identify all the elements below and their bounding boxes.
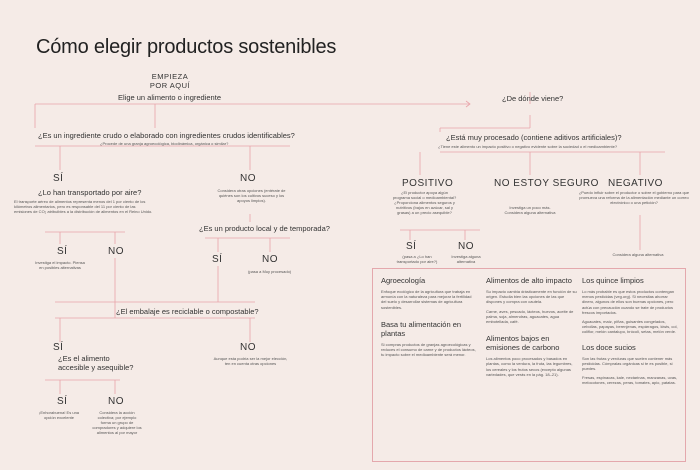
agroecology-text: Enfoque ecológico de la agricultura que trabaja en armonía con la naturaleza para mejorar la fertilidad del suelo y desarrollar sistemas de agricultura sostenibles. bbox=[381, 289, 472, 310]
panel-col-1 bbox=[381, 276, 477, 357]
not-sure-label: NO ESTOY SEGURO bbox=[494, 178, 599, 189]
high-impact-heading: Alimentos de alto impacto bbox=[486, 276, 572, 285]
packaging-yes-label: SÍ bbox=[53, 342, 64, 353]
access-no-info: Considera la acción colectiva; por ejemplo forma un grupo de compradores y adquiere los alimentos al por mayor bbox=[92, 410, 142, 435]
high-impact-list: Carne, aves, pescado, lácteos, huevos, aceite de palma, soja, almendras, aguacates, agua embotellada, café. bbox=[486, 308, 574, 325]
access-question: ¿Es el alimento accesible y asequible? bbox=[58, 354, 134, 372]
clean-fifteen-text: Lo más probable es que estos productos contengan menos pesticidas (veg.org). Si necesitas ahorrar dinero, algunos de ellos son buenas opciones, pero actúa con precaución cuando se trate de productos frescos importados. bbox=[582, 289, 675, 315]
raw-no-info: Considera otras opciones (entérate de quiénes son los cultivos suceso y los apoyos limpios). bbox=[217, 188, 286, 203]
raw-question: ¿Es un ingrediente crudo o elaborado con ingredientes crudos identificables? bbox=[38, 131, 295, 140]
clean-fifteen-list: Aguacates, maíz, piñas, guisantes congelados, cebollas, papayas, berenjenas, espárragos, kiwis, col, coliflor, melón cantalupo, brócoli, setas, melón verde. bbox=[582, 319, 678, 335]
not-sure-info: Investiga un poco más. Considera alguna alternativa bbox=[504, 205, 556, 215]
dirty-dozen-list: Fresas, espinacas, kale, nectarinas, manzanas, uvas, melocotones, cerezas, peras, tomates, apio, patatas. bbox=[582, 375, 678, 386]
processed-question-sub: ¿Tiene este alimento un impacto positivo o negativo evidente sobre la sociedad o el medioambiente? bbox=[438, 144, 618, 149]
plants-text: Si compras productos de granjas agroecológicas y reduces el consumo de carne y de productos lácteos, tu impacto sobre el medioambiente será menor. bbox=[381, 341, 476, 358]
packaging-no-label: NO bbox=[240, 342, 256, 353]
low-carbon-heading: Alimentos bajos en emisiones de carbono bbox=[486, 334, 560, 353]
page-title: Cómo elegir productos sostenibles bbox=[36, 36, 337, 58]
clean-fifteen-heading: Los quince limpios bbox=[582, 276, 644, 285]
negative-label: NEGATIVO bbox=[608, 178, 663, 189]
positive-label: POSITIVO bbox=[402, 178, 454, 189]
packaging-question: ¿El embalaje es reciclable o compostable? bbox=[116, 307, 259, 316]
low-carbon-text: Los alimentos poco procesados y basados en plantas, como la verdura, la fruta, las legumbres, los cereales y los frutos secos (excepto algunas variedades, que verás en la pág. 18–21). bbox=[486, 356, 573, 377]
air-yes-info: Investiga el impacto. Piensa en posibles alternativas bbox=[35, 260, 85, 270]
raw-question-sub: ¿Procede de una granja agroecológica, biodinámica, orgánica o similar? bbox=[100, 141, 229, 146]
local-yes-label: SÍ bbox=[212, 254, 223, 265]
dirty-dozen-heading: Los doce sucios bbox=[582, 342, 636, 352]
processed-question: ¿Está muy procesado (contiene aditivos artificiales)? bbox=[446, 133, 622, 142]
local-question: ¿Es un producto local y de temporada? bbox=[199, 224, 330, 233]
packaging-no-info: Aunque esta podría ser la mejor elección, ten en cuenta otras opciones bbox=[213, 356, 288, 366]
air-no-label: NO bbox=[108, 246, 124, 257]
access-yes-info: ¡Enhorabuena! Es una opción excelente bbox=[38, 410, 80, 420]
dirty-dozen-text: Son las frutas y verduras que suelen contener más pesticidas. Cómpralas orgánicas si te es posible, si puedes. bbox=[582, 355, 673, 372]
raw-yes-label: SÍ bbox=[53, 173, 64, 184]
positive-yes-info: (pasa a ¿Lo han transportado por aire?) bbox=[396, 254, 438, 264]
plants-heading: Basa tu alimentación en plantas bbox=[381, 319, 462, 338]
start-label: EMPIEZA POR AQUÍ bbox=[149, 72, 191, 90]
local-no-label: NO bbox=[262, 254, 278, 265]
positive-no-info: Investiga alguna alternativa bbox=[451, 254, 481, 264]
positive-no-label: NO bbox=[458, 241, 474, 252]
air-question: ¿Lo han transportado por aire? bbox=[38, 188, 142, 197]
positive-info: ¿El productor apoya algún programa social o medioambiental? ¿Proporciona alimentos seguros y nutritivos (bajos en azúcar, sal y grasas) a un precio asequible? bbox=[392, 190, 457, 215]
positive-yes-label: SÍ bbox=[406, 241, 417, 252]
start-subtitle: Elige un alimento o ingrediente bbox=[118, 93, 221, 102]
panel-col-3 bbox=[582, 276, 680, 386]
access-yes-label: SÍ bbox=[57, 396, 68, 407]
agroecology-heading: Agroecología bbox=[381, 276, 426, 285]
air-info: El transporte aéreo de alimentos representa menos del 1 por ciento de los kilómetros alimentarios, pero es responsable del 11 por ciento de las emisiones de CO₂ atribuibles a la distribución de alimentos en el Reino Unido. bbox=[14, 199, 153, 214]
origin-question: ¿De dónde viene? bbox=[502, 94, 564, 103]
negative-after: Considera alguna alternativa bbox=[612, 252, 664, 257]
negative-info: ¿Puedo influir sobre el productor o sobre el gobierno para que promueva una reforma de la alimentación mediante un correo electrónico o una petición? bbox=[578, 190, 690, 205]
local-no-info: (pasa a Muy procesado) bbox=[248, 269, 292, 274]
access-no-label: NO bbox=[108, 396, 124, 407]
panel-col-2 bbox=[486, 276, 578, 377]
raw-no-label: NO bbox=[240, 173, 256, 184]
high-impact-text: Su impacto cambia drásticamente en función de su origen. Estudia bien las opciones de las que dispones y compra con cautela. bbox=[486, 289, 577, 305]
air-yes-label: SÍ bbox=[57, 246, 68, 257]
